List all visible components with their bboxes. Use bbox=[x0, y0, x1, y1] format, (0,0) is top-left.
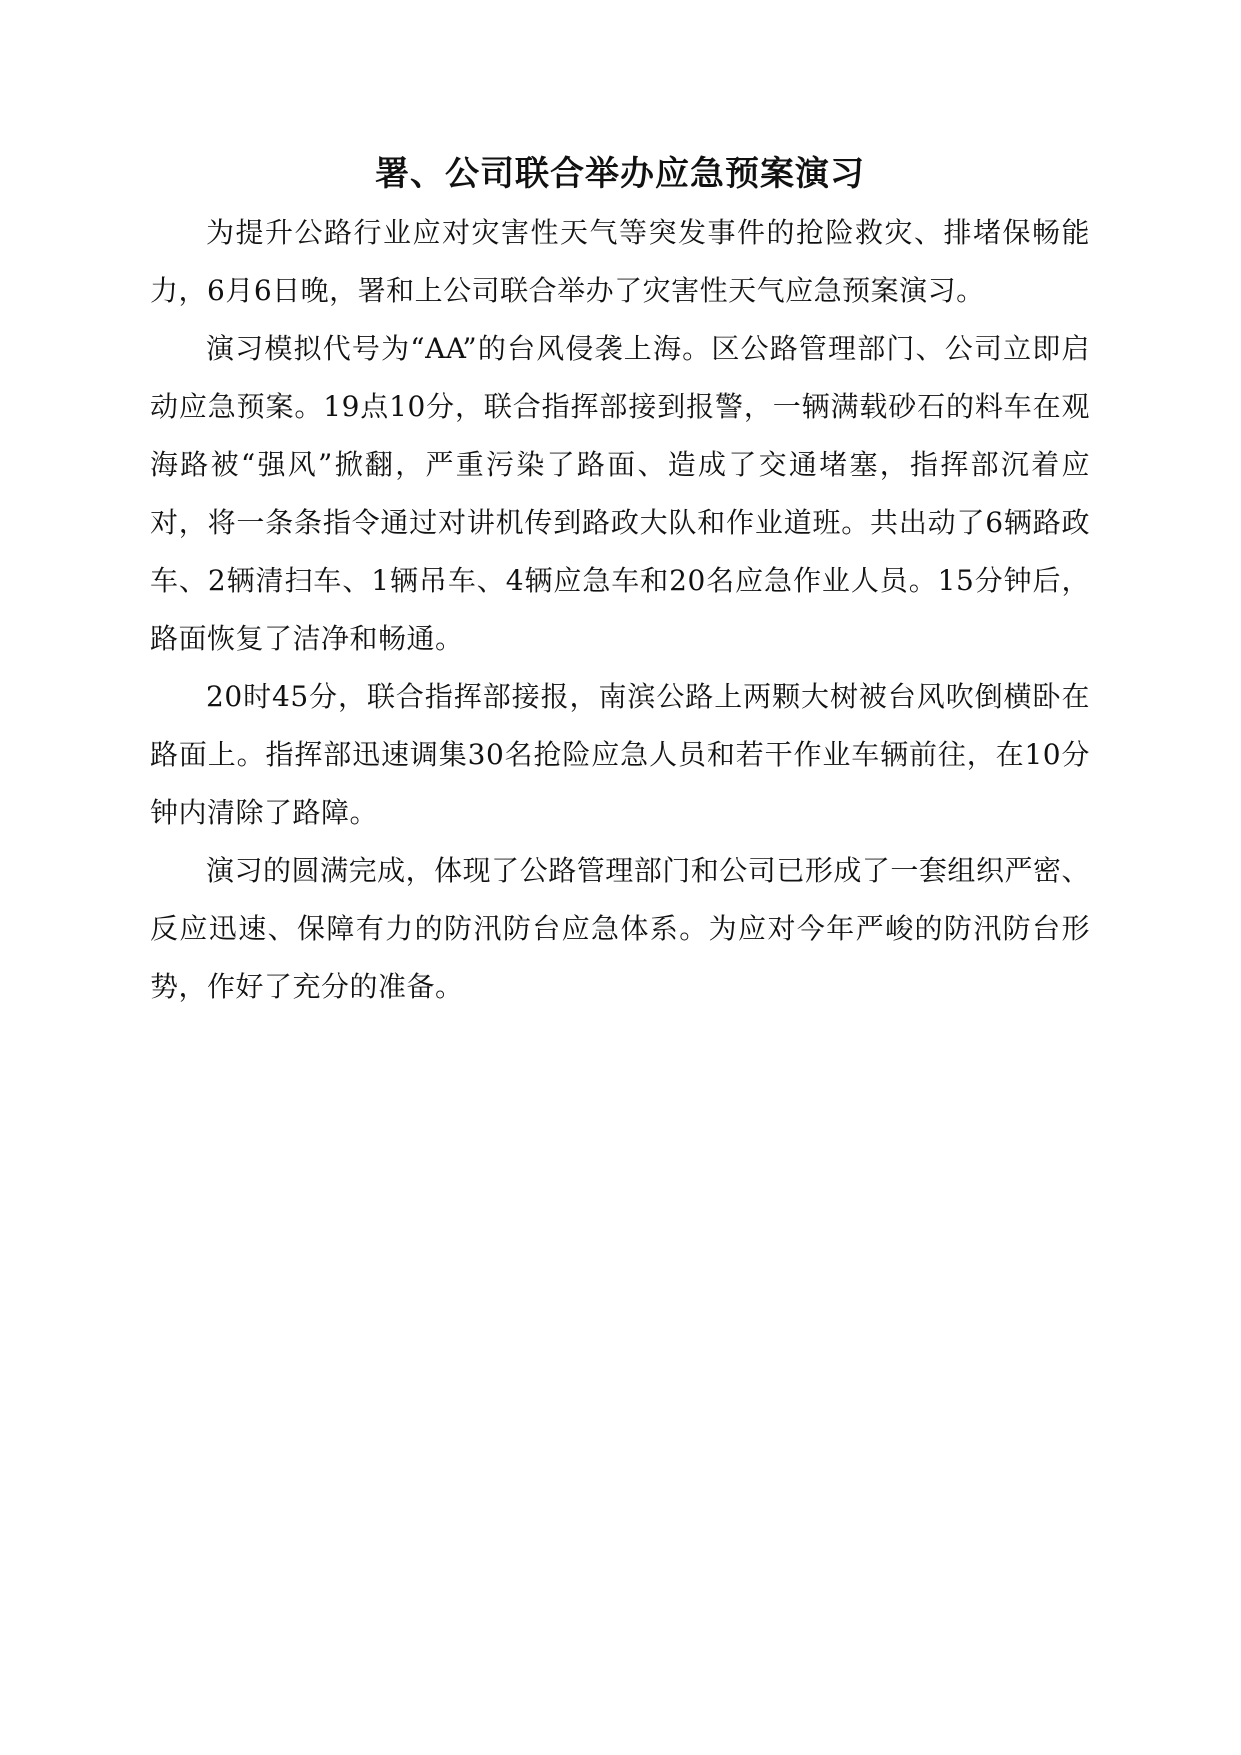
paragraph-conclusion: 演习的圆满完成，体现了公路管理部门和公司已形成了一套组织严密、反应迅速、保障有力的防汛防台应急体系。为应对今年严峻的防汛防台形势，作好了充分的准备。 bbox=[150, 854, 1090, 1003]
paragraph-drill-scenario: 演习模拟代号为“AA”的台风侵袭上海。区公路管理部门、公司立即启动应急预案。19点10分，联合指挥部接到报警，一辆满载砂石的料车在观海路被“强风”掀翻，严重污染了路面、造成了交通堵塞，指挥部沉着应对，将一条条指令通过对讲机传到路政大队和作业道班。共出动了6辆路政车、2辆清扫车、1辆吊车、4辆应急车和20名应急作业人员。15分钟后，路面恢复了洁净和畅通。 bbox=[150, 332, 1090, 655]
document-title: 署、公司联合举办应急预案演习 bbox=[375, 154, 865, 194]
document-body bbox=[150, 204, 1090, 1016]
paragraph-tree-clearance: 20时45分，联合指挥部接报，南滨公路上两颗大树被台风吹倒横卧在路面上。指挥部迅速调集30名抢险应急人员和若干作业车辆前往，在10分钟内清除了路障。 bbox=[150, 680, 1090, 829]
document-content bbox=[150, 150, 1090, 1016]
paragraph-intro: 为提升公路行业应对灾害性天气等突发事件的抢险救灾、排堵保畅能力，6月6日晚，署和上公司联合举办了灾害性天气应急预案演习。 bbox=[150, 216, 1090, 307]
